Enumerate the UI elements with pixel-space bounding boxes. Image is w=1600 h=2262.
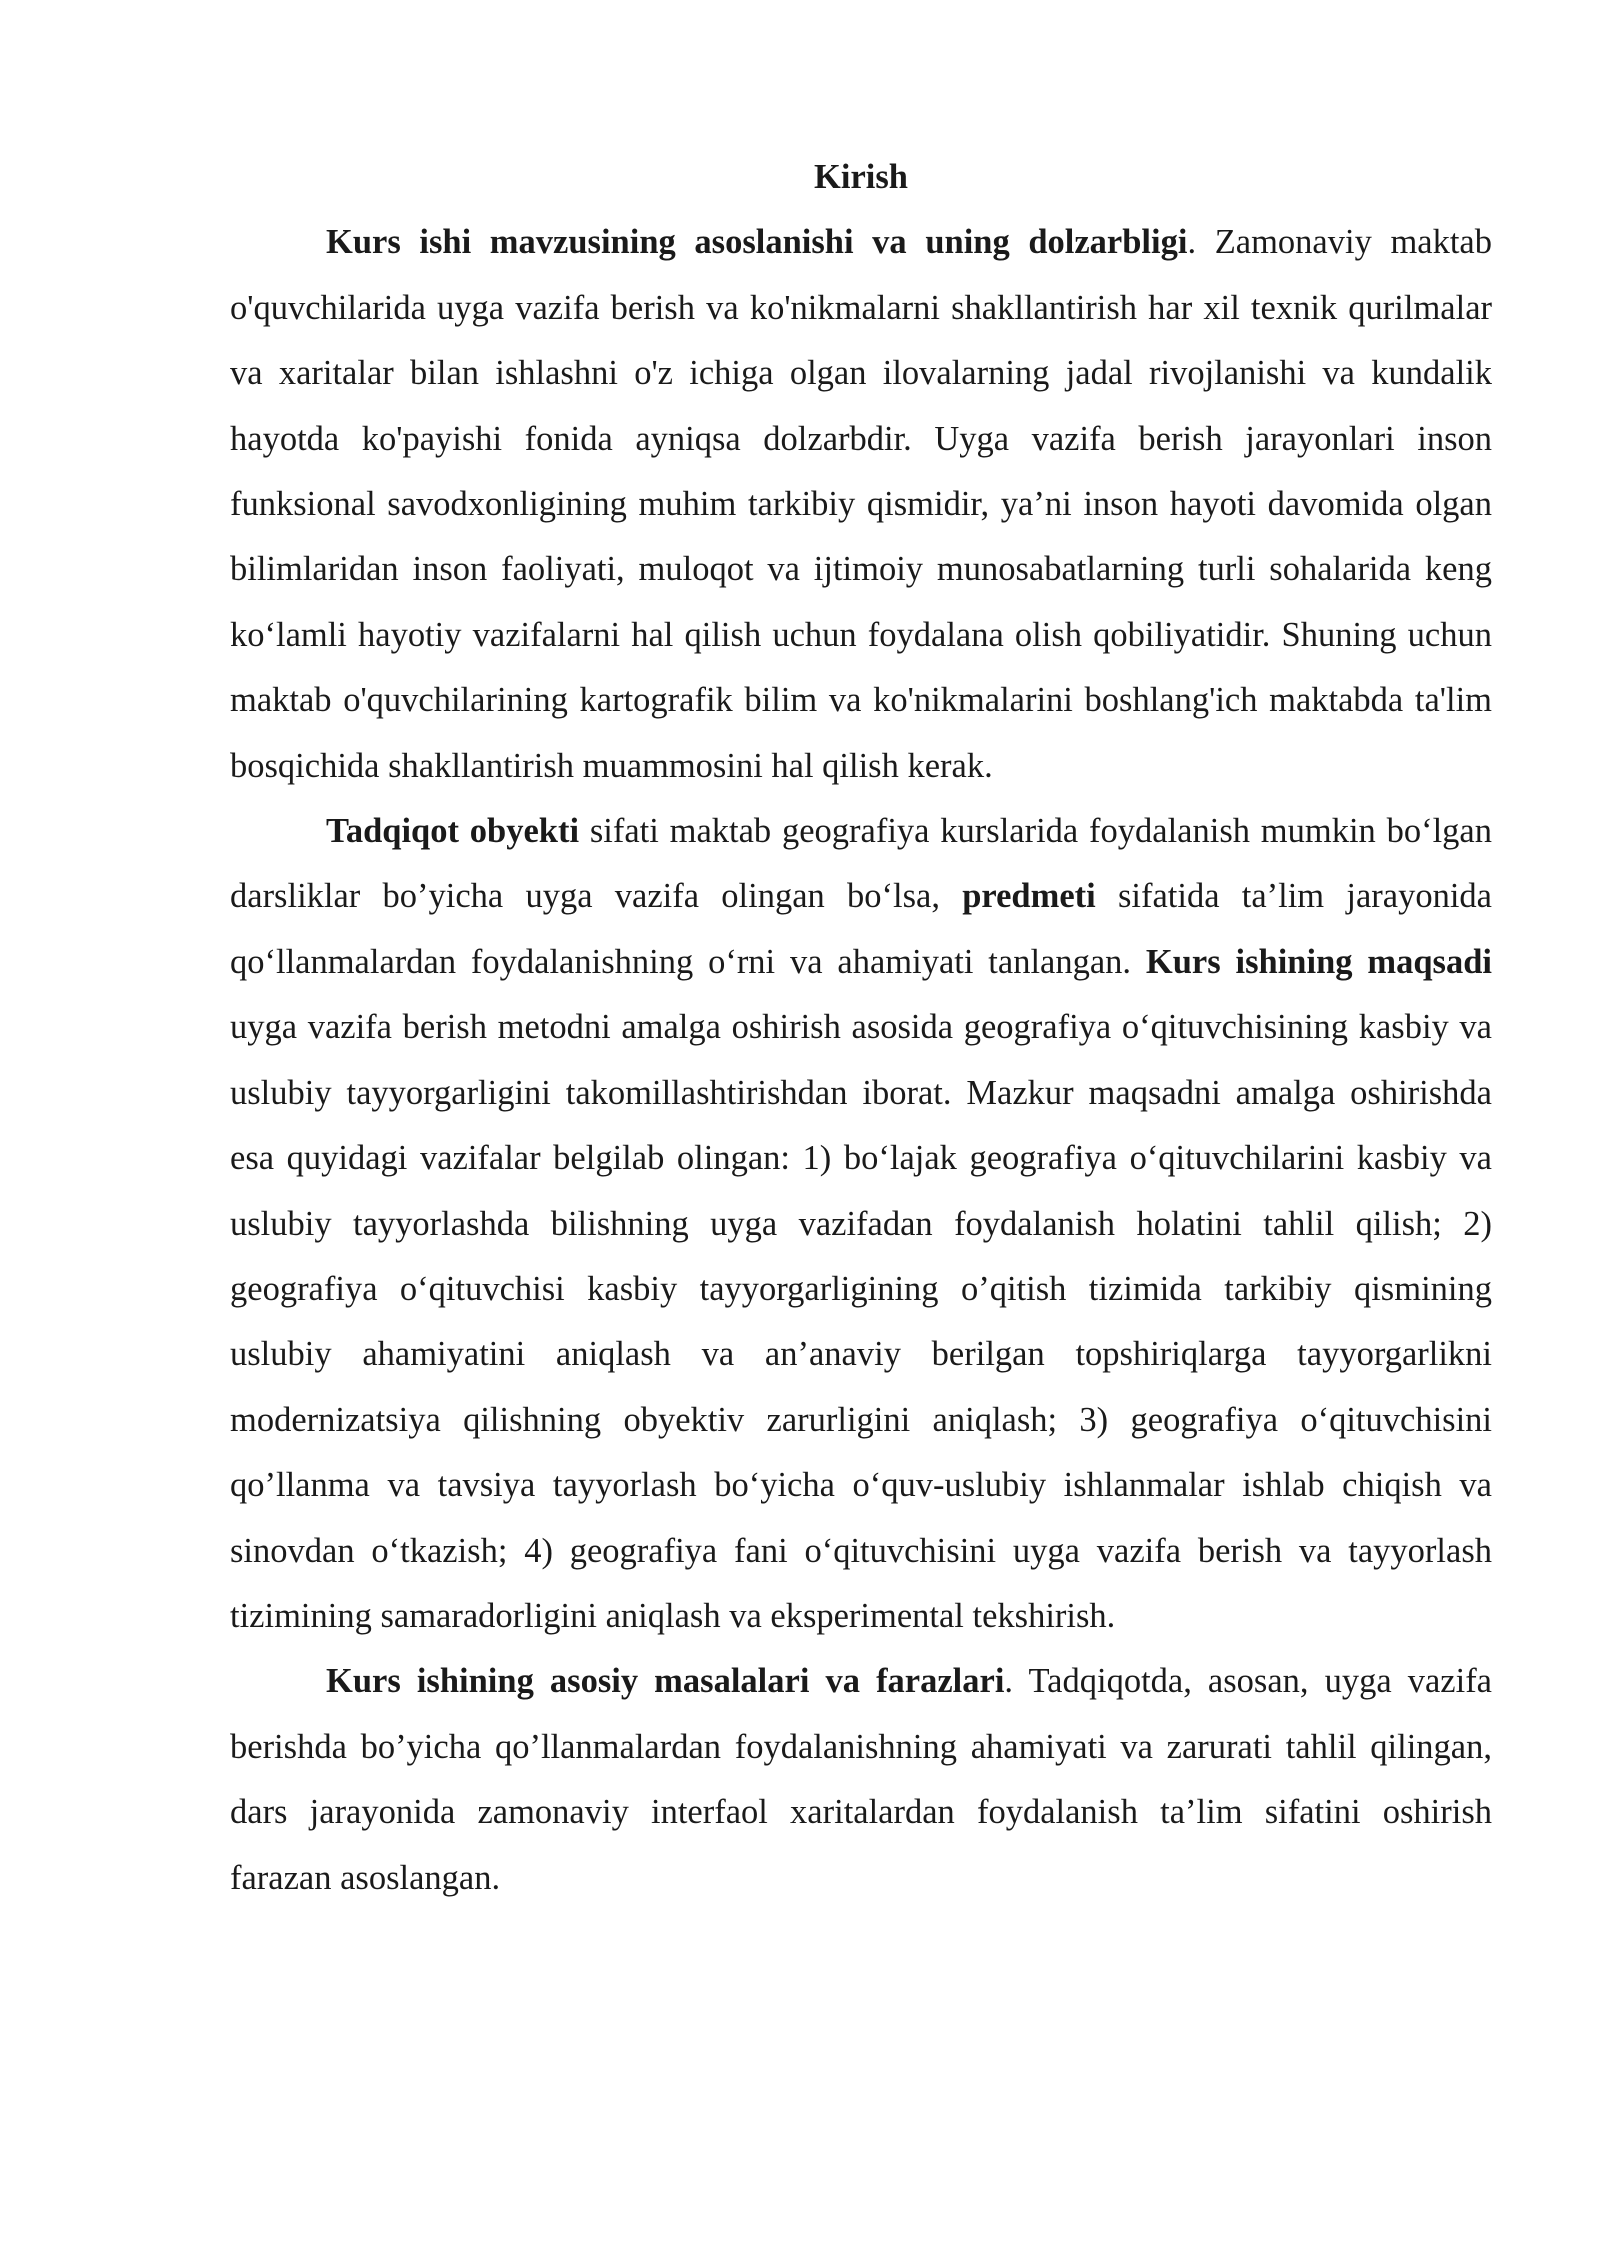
paragraph-text: . Tadqiqotda, asosan, uyga vazifa berishda bo’yicha qo’llanmalardan foydalanishning ahamiyati va zarurati tahlil qilingan, dars jarayonida zamonaviy interfaol xaritalardan foydalanish ta’lim sifatini oshirish farazan asoslangan. <box>230 1662 1492 1897</box>
paragraph-relevance <box>230 210 1492 799</box>
term-subject: predmeti <box>962 877 1096 916</box>
document-title: Kirish <box>814 158 908 196</box>
document-body <box>230 145 1492 1911</box>
heading-relevance: Kurs ishi mavzusining asoslanishi va uning dolzarbligi <box>326 223 1188 262</box>
paragraph-text: . Zamonaviy maktab o'quvchilarida uyga vazifa berish va ko'nikmalarni shakllantirish har xil texnik qurilmalar va xaritalar bilan ishlashni o'z ichiga olgan ilovalarning jadal rivojlanishi va kundalik hayotda ko'payishi fonida ayniqsa dolzarbdir. Uyga vazifa berish jarayonlari inson funksional savodxonligining muhim tarkibiy qismidir, ya’ni inson hayoti davomida olgan bilimlaridan inson faoliyati, muloqot va ijtimoiy munosabatlarning turli sohalarida keng ko‘lamli hayotiy vazifalarni hal qilish uchun foydalana olish qobiliyatidir. Shuning uchun maktab o'quvchilarining kartografik bilim va ko'nikmalarini boshlang'ich maktabda ta'lim bosqichida shakllantirish muammosini hal qilish kerak. <box>230 223 1492 785</box>
term-goal: Kurs ishining maqsadi <box>1145 942 1492 981</box>
term-research-object: Tadqiqot obyekti <box>326 812 580 851</box>
paragraph-text: sifati maktab geografiya kurslarida foydalanish mumkin bo‘lgan darsliklar bo’yicha uyga vazifa olingan bo‘lsa, <box>230 812 1492 916</box>
paragraph-hypotheses <box>230 1649 1492 1911</box>
paragraph-text: uyga vazifa berish metodni amalga oshirish asosida geografiya o‘qituvchisining kasbiy va uslubiy tayyorgarligini takomillashtirishdan iborat. Mazkur maqsadni amalga oshirishda esa quyidagi vazifalar belgilab olingan: 1) bo‘lajak geografiya o‘qituvchilarini kasbiy va uslubiy tayyorlashda bilishning uyga vazifadan foydalanish holatini tahlil qilish; 2) geografiya o‘qituvchisi kasbiy tayyorgarligining o’qitish tizimida tarkibiy qismining uslubiy ahamiyatini aniqlash va an’anaviy berilgan topshiriqlarga tayyorgarlikni modernizatsiya qilishning obyektiv zarurligini aniqlash; 3) geografiya o‘qituvchisini qo’llanma va tavsiya tayyorlash bo‘yicha o‘quv-uslubiy ishlanmalar ishlab chiqish va sinovdan o‘tkazish; 4) geografiya fani o‘qituvchisini uyga vazifa berish va tayyorlash tizimining samaradorligini aniqlash va eksperimental tekshirish. <box>230 1008 1492 1635</box>
paragraph-text: sifatida ta’lim jarayonida qo‘llanmalardan foydalanishning o‘rni va ahamiyati tanlangan. <box>230 877 1492 981</box>
heading-hypotheses: Kurs ishining asosiy masalalari va farazlari <box>326 1662 1005 1701</box>
paragraph-object-subject-goal <box>230 799 1492 1649</box>
